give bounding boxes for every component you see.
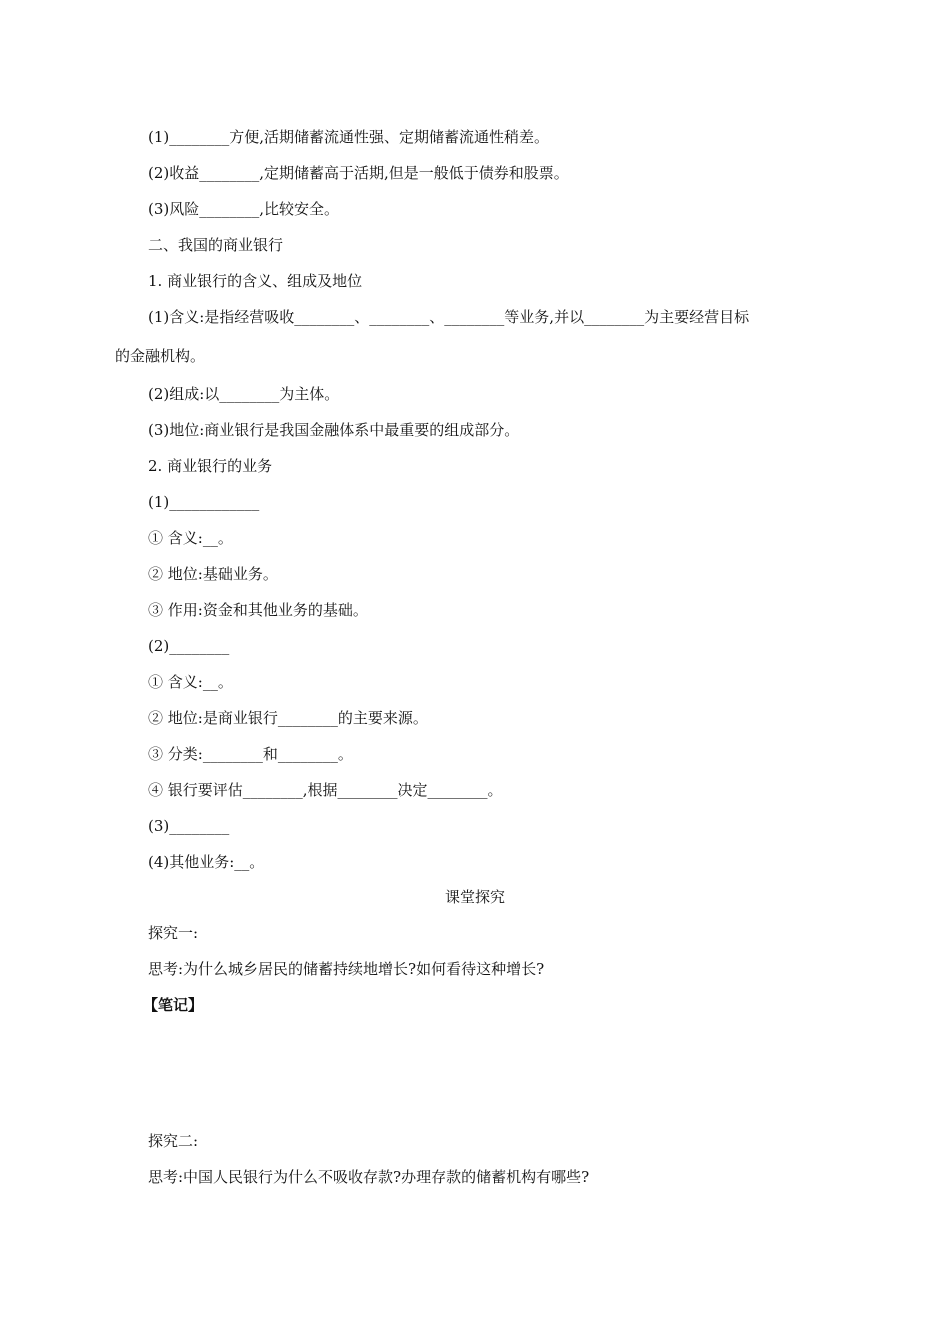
question-line: 思考:为什么城乡居民的储蓄持续地增长?如何看待这种增长?: [148, 960, 545, 978]
text-line: ③ 分类:________和________。: [148, 745, 353, 763]
notes-heading: 【笔记】: [143, 996, 204, 1014]
text-line: (3)地位:商业银行是我国金融体系中最重要的组成部分。: [148, 421, 520, 439]
text-line: 的金融机构。: [115, 347, 206, 365]
text-line: (1)________方便,活期储蓄流通性强、定期储蓄流通性稍差。: [148, 128, 550, 146]
explore-heading: 探究一:: [148, 924, 199, 942]
subsection-heading: 1. 商业银行的含义、组成及地位: [148, 272, 363, 290]
text-line: (2)组成:以________为主体。: [148, 385, 340, 403]
text-line: ① 含义:__。: [148, 529, 233, 547]
text-line: (4)其他业务:__。: [148, 853, 265, 871]
text-line: (3)________: [148, 817, 230, 835]
text-line: (2)收益________,定期储蓄高于活期,但是一般低于债券和股票。: [148, 164, 569, 182]
section-title: 课堂探究: [444, 888, 505, 906]
question-line: 思考:中国人民银行为什么不吸收存款?办理存款的储蓄机构有哪些?: [148, 1168, 590, 1186]
text-line: ③ 作用:资金和其他业务的基础。: [148, 601, 368, 619]
text-line: (1)含义:是指经营吸收________、________、________等业务,并以________为主要经营目标: [148, 308, 750, 326]
section-heading: 二、我国的商业银行: [148, 236, 284, 254]
subsection-heading: 2. 商业银行的业务: [148, 457, 273, 475]
text-line: (1)____________: [148, 493, 260, 511]
text-line: ② 地位:是商业银行________的主要来源。: [148, 709, 428, 727]
text-line: ④ 银行要评估________,根据________决定________。: [148, 781, 503, 799]
text-line: (3)风险________,比较安全。: [148, 200, 340, 218]
text-line: ② 地位:基础业务。: [148, 565, 278, 583]
explore-heading: 探究二:: [148, 1132, 199, 1150]
text-line: (2)________: [148, 637, 230, 655]
text-line: ① 含义:__。: [148, 673, 233, 691]
